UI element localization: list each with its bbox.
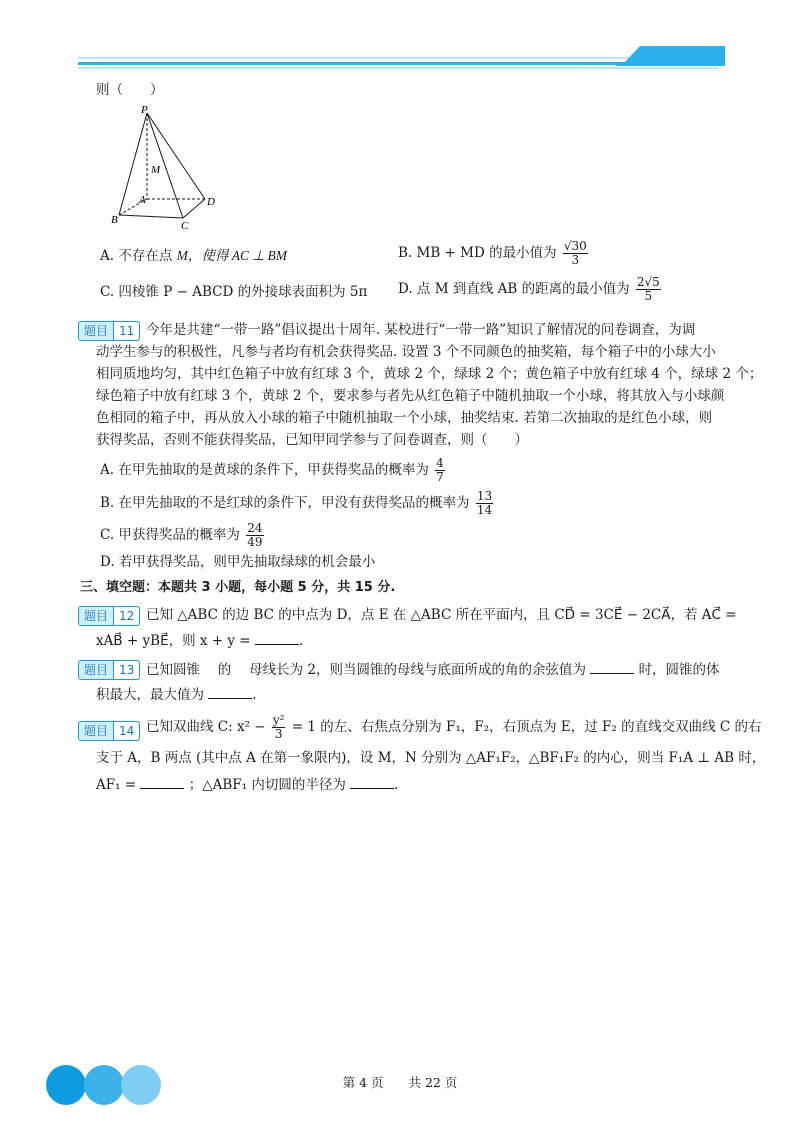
pyramid-diagram — [105, 103, 225, 231]
q10-option-a: A. 不存在点 M，使得 AC ⊥ BM — [100, 248, 288, 264]
q10-option-b: B. MB + MD 的最小值为 $\frac{√30}{3}$ — [398, 239, 587, 267]
q11-tag: 题目 11 — [78, 321, 140, 341]
q11-option-c: C. 甲获得奖品的概率为 $\frac{24}{49}$ — [100, 521, 263, 549]
q11-line-6: 获得奖品，否则不能获得奖品，已知甲同学参与了问卷调查，则（ ） — [96, 432, 528, 448]
label-M: M — [151, 164, 161, 176]
q11-option-b: B. 在甲先抽取的不是红球的条件下，甲没有获得奖品的概率为 $\frac{13}{14}$ — [100, 489, 493, 517]
q10-option-c: C. 四棱锥 P − ABCD 的外接球表面积为 5π — [100, 284, 368, 300]
q10-option-d: D. 点 M 到直线 AB 的距离的最小值为 $\frac{2√5}{5}$ — [398, 275, 660, 303]
q11-option-d: D. 若甲获得奖品，则甲先抽取绿球的机会最小 — [100, 554, 376, 570]
q11-line-2: 动学生参与的积极性，凡参与者均有机会获得奖品. 设置 3 个不同颜色的抽奖箱，每个箱子中的小球大小 — [96, 344, 716, 360]
q12-line-2: xAB⃗ + yBE⃗，则 x + y = . — [96, 630, 303, 651]
q12-tag: 题目 12 — [78, 606, 140, 626]
q14-tag: 题目 14 — [78, 721, 140, 741]
q14-blank-2[interactable] — [350, 774, 394, 789]
q12-blank[interactable] — [255, 630, 299, 645]
q13-blank-1[interactable] — [590, 659, 634, 674]
label-P: P — [141, 104, 148, 116]
q10-tail: 则（ ） — [96, 82, 164, 98]
q11-line-5: 色相同的箱子中，再从放入小球的箱子中随机抽取一个小球，抽奖结束. 若第二次抽取的是红色小球，则 — [96, 410, 713, 426]
q14-line-1: 已知双曲线 C: x² − $\frac{\text{y²}}{3}$ = 1 的左、右焦点分别为 F₁，F₂，右顶点为 E，过 F₂ 的直线交双曲线 C 的右 — [146, 713, 762, 741]
q13-blank-2[interactable] — [208, 684, 252, 699]
q11-option-a: A. 在甲先抽取的是黄球的条件下，甲获得奖品的概率为 $\frac{4}{7}$ — [100, 456, 444, 484]
label-D: D — [207, 196, 215, 208]
section-3-heading: 三、填空题：本题共 3 小题，每小题 5 分，共 15 分. — [80, 580, 396, 595]
q13-tag: 题目 13 — [78, 660, 140, 680]
q14-line-3: AF₁ = ；△ABF₁ 内切圆的半径为 . — [96, 774, 398, 795]
header-band — [0, 0, 800, 80]
q14-line-2: 支于 A，B 两点 (其中点 A 在第一象限内)，设 M，N 分别为 △AF₁F₂，△BF₁F₂ 的内心，则当 F₁A ⊥ AB 时， — [96, 750, 766, 766]
q12-line-1: 已知 △ABC 的边 BC 的中点为 D，点 E 在 △ABC 所在平面内，且 CD⃗ = 3CE⃗ − 2CA⃗，若 AC⃗ = — [146, 607, 737, 623]
label-A: A — [139, 194, 146, 206]
q13-line-2: 积最大，最大值为 . — [96, 684, 257, 705]
q14-blank-1[interactable] — [140, 774, 184, 789]
q11-line-4: 绿色箱子中放有红球 3 个，黄球 2 个，要求参与者先从红色箱子中随机抽取一个小球，将其放入与小球颜 — [96, 388, 725, 404]
q11-line-1: 今年是共建“一带一路”倡议提出十周年. 某校进行“一带一路”知识了解情况的问卷调查，为调 — [146, 322, 696, 338]
label-B: B — [111, 214, 118, 226]
q11-line-3: 相同质地均匀，其中红色箱子中放有红球 3 个，黄球 2 个，绿球 2 个；黄色箱子中放有红球 4 个，绿球 2 个； — [96, 366, 763, 382]
q13-line-1: 已知圆锥 的 母线长为 2，则当圆锥的母线与底面所成的角的余弦值为 时，圆锥的体 — [146, 659, 720, 680]
page-number: 第 4 页 共 22 页 — [342, 1075, 458, 1090]
label-C: C — [181, 220, 189, 231]
